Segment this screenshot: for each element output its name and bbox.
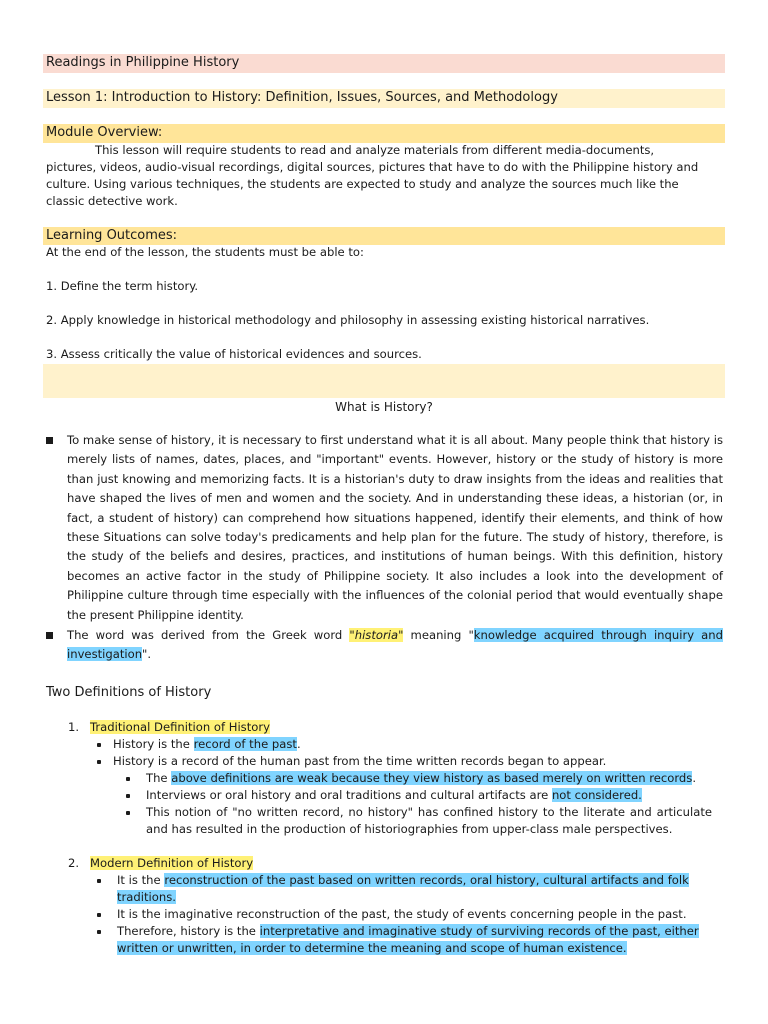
trad-subbullet: The above definitions are weak because they view history as based merely on written records. [146,771,696,785]
modern-bullet: Therefore, history is the interpretative and imaginative study of surviving records of the past, either written or unwritten, in order to determine the meaning and scope of human existence. [117,924,699,955]
outcome-item: 1. Define the term history. [46,279,199,293]
bullet-icon [126,777,130,781]
bullet-icon [126,811,130,815]
bullet-icon [97,879,101,883]
overview-paragraph [46,142,712,210]
outcomes-intro: At the end of the lesson, the students must be able to: [46,245,364,259]
square-bullet-icon [46,632,53,639]
trad-subbullet: This notion of "no written record, no history" has confined history to the literate and articulate and has resulted in the production of historiographies from upper-class male perspectives. [146,805,712,836]
lesson-title-band [43,89,725,108]
list-number: 1. [68,720,80,734]
greek-word: "historia" [349,628,404,642]
square-bullet-icon [46,437,53,444]
spacer-band [43,364,725,398]
history-paragraph: To make sense of history, it is necessary to first understand what it is all about. Many people think that history is merely lists of names, dates, places, and "important" events. However, history or the study of history is more than just knowing and memorizing facts. It is a historian's duty to draw insights from the ideas and realities that have shaped the lives of men and women and the society. And in understanding these ideas, a historian (or, in fact, a student of history) can comprehend how situations happened, identify their elements, and think of how these Situations can solve today's predicaments and help plan for the future. The study of history, therefore, is the study of the beliefs and desires, practices, and institutions of human beings. With this definition, history becomes an active factor in the study of Philippine society. It also includes a look into the development of Philippine culture through time especially with the influences of the colonial period that would eventually shape the present Philippine identity. [67,433,723,622]
section-title: What is History? [335,400,433,414]
overview-line: culture. Using various techniques, the students are expected to study and analyze the sources much like the [46,177,679,191]
highlight-meaning: knowledge acquired through inquiry and investigation [67,628,723,662]
etymology-paragraph: The word was derived from the Greek word "historia" meaning "knowledge acquired through inquiry and investigation". [67,628,723,662]
modern-bullet: It is the reconstruction of the past based on written records, oral history, cultural artifacts and folk traditions. [117,873,689,904]
course-title-band [43,54,725,73]
bullet-icon [97,743,101,747]
outcome-item: 2. Apply knowledge in historical methodology and philosophy in assessing existing historical narratives. [46,313,650,327]
trad-bullet: History is a record of the human past from the time written records began to appear. [113,754,607,768]
overview-line: pictures, videos, audio-visual recordings, digital sources, pictures that have to do with the Philippine history and [46,160,699,174]
bullet-icon [97,930,101,934]
overview-line: classic detective work. [46,194,178,208]
outcomes-heading-band [43,227,725,245]
outcome-item: 3. Assess critically the value of historical evidences and sources. [46,347,422,361]
definitions-heading: Two Definitions of History [46,685,212,700]
trad-subbullet: Interviews or oral history and oral traditions and cultural artifacts are not considered. [146,788,642,802]
overview-heading-band [43,124,725,143]
bullet-icon [97,760,101,764]
traditional-title: Traditional Definition of History [90,720,270,734]
modern-bullet: It is the imaginative reconstruction of the past, the study of events concerning people in the past. [117,907,687,921]
trad-bullet: History is the record of the past. [113,737,301,751]
outcomes-heading: Learning Outcomes: [46,228,178,243]
overview-line: This lesson will require students to read and analyze materials from different media-documents, [95,143,655,157]
bullet-icon [97,913,101,917]
lesson-title: Lesson 1: Introduction to History: Definition, Issues, Sources, and Methodology [46,90,558,105]
overview-heading: Module Overview: [46,125,163,140]
course-title: Readings in Philippine History [46,55,240,70]
list-number: 2. [68,856,80,870]
modern-title: Modern Definition of History [90,856,254,870]
bullet-icon [126,794,130,798]
